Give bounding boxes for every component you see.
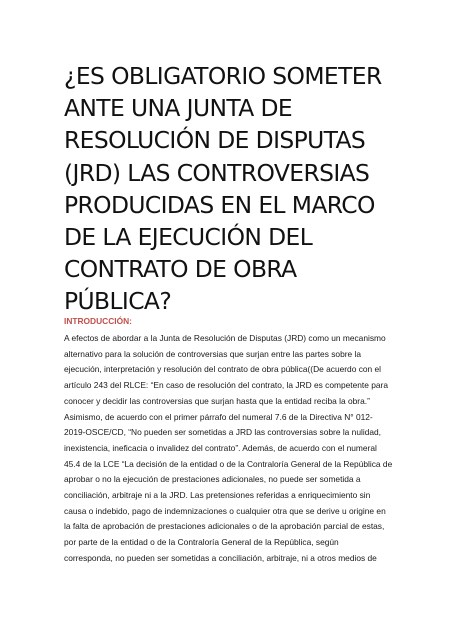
- title-line: (JRD) LAS CONTROVERSIAS: [64, 158, 370, 187]
- body-line: la falta de aprobación de prestaciones adicionales o de la aprobación parcial de estas,: [64, 521, 385, 532]
- body-line: conocer y decidir las controversias que surjan hasta que la entidad reciba la obra.”: [64, 395, 370, 406]
- title-line: PRODUCIDAS EN EL MARCO: [64, 190, 375, 219]
- body-line: A efectos de abordar a la Junta de Resolución de Disputas (JRD) como un mecanismo: [64, 333, 386, 343]
- body-line: causa o indebido, pago de indemnizaciones o cualquier otra que se derive u origine en: [64, 505, 386, 516]
- document-title: [64, 60, 444, 318]
- body-line: artículo 243 del RLCE: “En caso de resolución del contrato, la JRD es competente para: [64, 380, 389, 391]
- body-line: 2019-OSCE/CD, “No pueden ser sometidas a JRD las controversias sobre la nulidad,: [64, 427, 382, 438]
- body-line: ejecución, interpretación y resolución del contrato de obra pública((De acuerdo con el: [64, 364, 382, 375]
- body-line: 45.4 de la LCE “La decisión de la entidad o de la Contraloría General de la República de: [64, 458, 393, 469]
- title-line: PÚBLICA?: [64, 287, 172, 316]
- body-line: Asimismo, de acuerdo con el primer párrafo del numeral 7.6 de la Directiva N° 012-: [64, 411, 373, 422]
- title-line: CONTRATO DE OBRA: [64, 255, 297, 284]
- body-line: corresponda, no pueden ser sometidas a conciliación, arbitraje, ni a otros medios de: [64, 552, 377, 563]
- title-line: DE LA EJECUCIÓN DEL: [64, 223, 313, 252]
- body-line: por parte de la entidad o de la Contraloría General de la República, según: [64, 537, 339, 548]
- body-paragraph: [64, 331, 424, 567]
- body-line: conciliación, arbitraje ni a la JRD. Las pretensiones referidas a enriquecimiento sin: [64, 490, 371, 501]
- body-line: alternativo para la solución de controversias que surjan entre las partes sobre la: [64, 348, 362, 359]
- title-line: RESOLUCIÓN DE DISPUTAS: [64, 126, 366, 155]
- body-line: aprobar o no la ejecución de prestaciones adicionales, no puede ser sometida a: [64, 474, 361, 485]
- section-heading-introduccion: INTRODUCCIÓN:: [64, 316, 132, 326]
- title-line: ¿ES OBLIGATORIO SOMETER: [64, 62, 382, 90]
- body-line: inexistencia, ineficacia o invalidez del contrato”. Además, de acuerdo con el numeral: [64, 442, 377, 453]
- title-line: ANTE UNA JUNTA DE: [64, 94, 293, 123]
